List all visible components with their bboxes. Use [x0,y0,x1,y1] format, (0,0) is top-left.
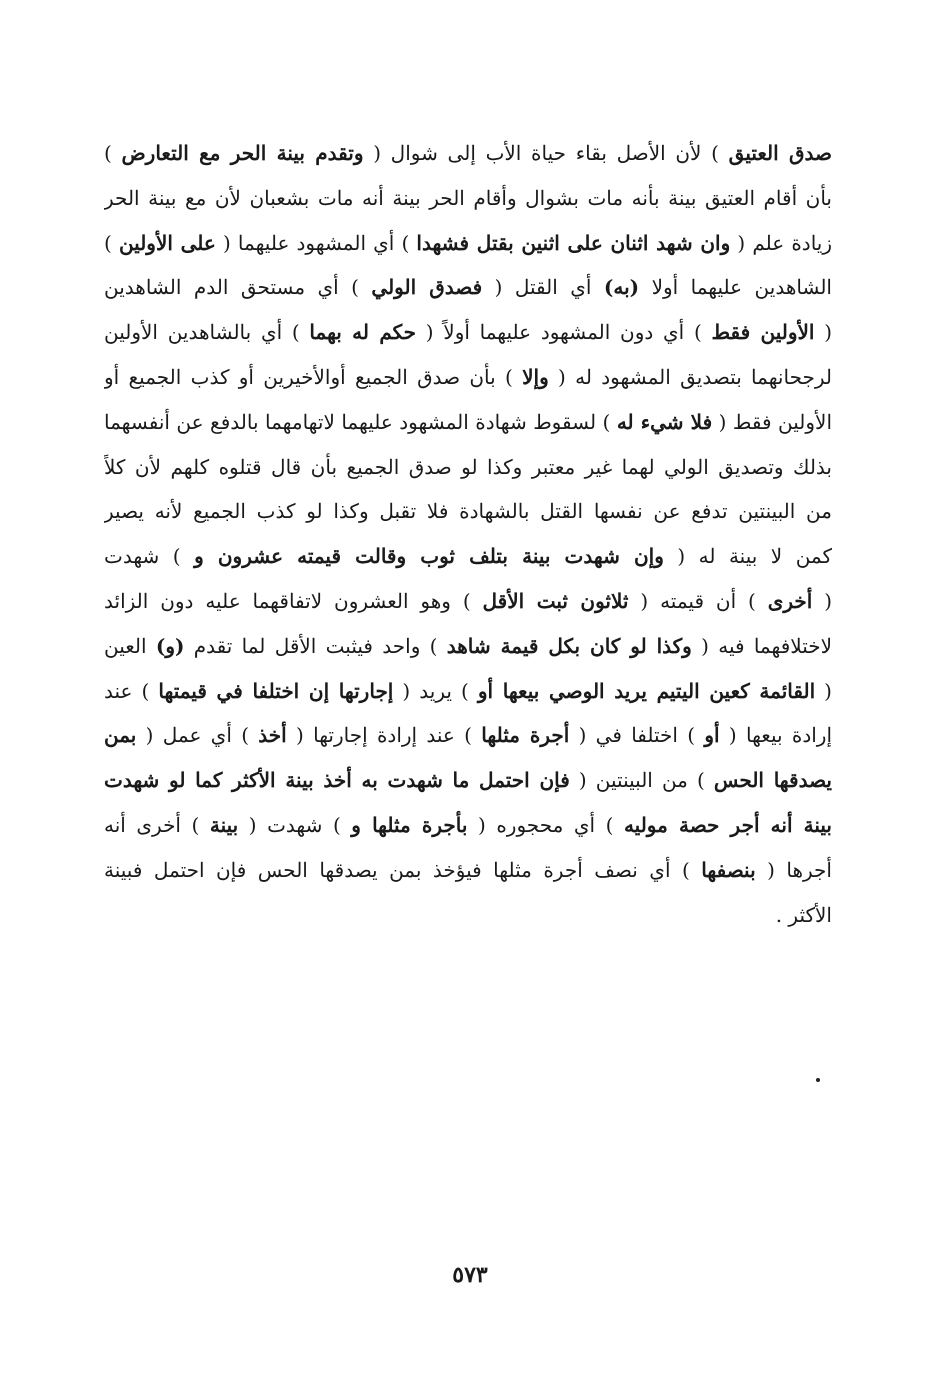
commentary-segment: لرجحانهما بتصديق المشهود له ( [548,364,832,389]
commentary-segment: ( [814,320,832,345]
text-line [104,893,832,938]
text-line [104,400,832,445]
commentary-segment: ) أي دون المشهود عليهما أولاً ( [416,320,712,345]
text-line [104,803,832,848]
commentary-segment: ) أي عمل ( [136,723,259,748]
text-line [104,579,832,624]
bold-matn-segment: ثلاثون ثبت الأقل [482,588,629,613]
commentary-segment: ) شهدت ( [238,812,352,837]
commentary-segment: ) [104,141,122,165]
bold-matn-segment: حكم له بهما [309,320,417,345]
commentary-segment: أجرها ( [755,857,832,882]
text-line [104,489,832,534]
commentary-segment: لاختلافهما فيه ( [691,633,832,658]
text-line [104,265,832,310]
bold-matn-segment: إجارتها إن اختلفا في قيمتها [158,678,394,703]
commentary-segment: الأولين فقط ( [712,409,832,434]
commentary-segment: ) شهدت [104,544,195,569]
commentary-segment: ) أي محجوره ( [467,812,624,837]
commentary-segment: العين [104,633,156,658]
commentary-segment: الأكثر . [775,902,832,927]
bold-matn-segment: يصدقها الحس [713,768,832,793]
bold-matn-segment: صدق العتيق [728,141,832,165]
bold-matn-segment: أخرى [767,588,813,613]
bold-matn-segment: وإلا [522,364,549,389]
commentary-segment: ( [815,678,832,703]
bold-matn-segment: بنصفها [701,857,756,882]
commentary-segment: بأن أقام العتيق بينة بأنه مات بشوال وأقام الحر بينة أنه مات بشعبان لأن مع بينة الحر [104,185,832,210]
commentary-segment: بذلك وتصديق الولي لهما غير معتبر وكذا لو صدق الجميع بأن قال قتلوه كلهم لأن كلاً [104,454,832,479]
commentary-segment: ) يريد ( [393,678,478,703]
bold-matn-segment: الأولين فقط [711,320,815,345]
text-line [104,848,832,893]
commentary-segment: إرادة بيعها ( [719,723,832,748]
text-line [104,445,832,490]
bold-matn-segment: بأجرة مثلها و [351,812,468,837]
bold-matn-segment: (و) [155,633,185,658]
commentary-segment: ) اختلفا في ( [569,723,705,748]
commentary-segment: ) بأن صدق الجميع أوالأخيرين أو كذب الجميع أو [104,364,523,389]
commentary-segment: ) أي نصف أجرة مثلها فيؤخذ بمن يصدقها الحس فإن احتمل فبينة [104,857,702,882]
commentary-segment: ) لأن الأصل بقاء حياة الأب إلى شوال ( [363,141,729,165]
commentary-segment: ) واحد فيثبت الأقل لما تقدم [184,633,447,658]
text-line [104,355,832,400]
bold-matn-segment: فصدق الولي [371,275,483,300]
bold-matn-segment: وان شهد اثنان على اثنين بقتل فشهدا [416,230,731,255]
commentary-segment: ) [104,230,119,255]
commentary-segment: ) عند إرادة إجارتها ( [286,723,482,748]
commentary-segment: ) أخرى أنه [104,812,210,837]
text-line [104,131,832,176]
bold-matn-segment: وكذا لو كان بكل قيمة شاهد [446,633,692,658]
bold-matn-segment: (به) [603,275,640,300]
commentary-segment: الشاهدين عليهما أولا [639,275,832,300]
commentary-segment: ) أي مستحق الدم الشاهدين [104,275,372,300]
bold-matn-segment: أجرة مثلها [481,723,570,748]
bold-matn-segment: على الأولين [118,230,216,255]
text-line [104,669,832,714]
commentary-segment: ) أي بالشاهدين الأولين [104,320,310,345]
commentary-segment: زيادة علم ( [730,230,832,255]
bold-matn-segment: وتقدم بينة الحر مع التعارض [121,141,364,165]
text-line [104,534,832,579]
stray-dot-mark [816,1078,820,1082]
commentary-segment: ) أن قيمته ( [628,588,768,613]
bold-matn-segment: بينة [209,812,239,837]
commentary-segment: كمن لا بينة له ( [663,544,832,569]
bold-matn-segment: بينة أنه أجر حصة موليه [623,812,832,837]
commentary-segment: أي القتل ( [482,275,604,300]
bold-matn-segment: فإن احتمل ما شهدت به أخذ بينة الأكثر كما لو شهدت [104,768,570,793]
page-number: ٥٧٣ [452,1262,488,1288]
bold-matn-segment: وإن شهدت بينة بتلف ثوب وقالت قيمته عشرون و [194,544,664,569]
commentary-segment: ) من البينتين ( [569,768,714,793]
commentary-segment: من البينتين تدفع عن نفسها القتل بالشهادة فلا تقبل وكذا لو كذب الجميع لأنه يصير [104,499,832,524]
text-line [104,176,832,221]
text-line [104,221,832,266]
commentary-segment: ) لسقوط شهادة المشهود عليهما لاتهامهما بالدفع عن أنفسهما [104,409,617,434]
commentary-segment: ) وهو العشرون لاتفاقهما عليه دون الزائد [104,588,483,613]
commentary-segment: ) عند [104,678,159,703]
text-line [104,758,832,803]
bold-matn-segment: بمن [104,723,137,748]
bold-matn-segment: أو [704,723,720,748]
bold-matn-segment: القائمة كعين اليتيم يريد الوصي بيعها أو [477,678,816,703]
bold-matn-segment: أخذ [258,723,287,748]
commentary-segment: ) أي المشهود عليهما ( [215,230,417,255]
text-line [104,310,832,355]
body-text [104,131,832,937]
bold-matn-segment: فلا شيء له [616,409,713,434]
commentary-segment: ( [812,588,832,613]
text-line [104,713,832,758]
text-line [104,624,832,669]
